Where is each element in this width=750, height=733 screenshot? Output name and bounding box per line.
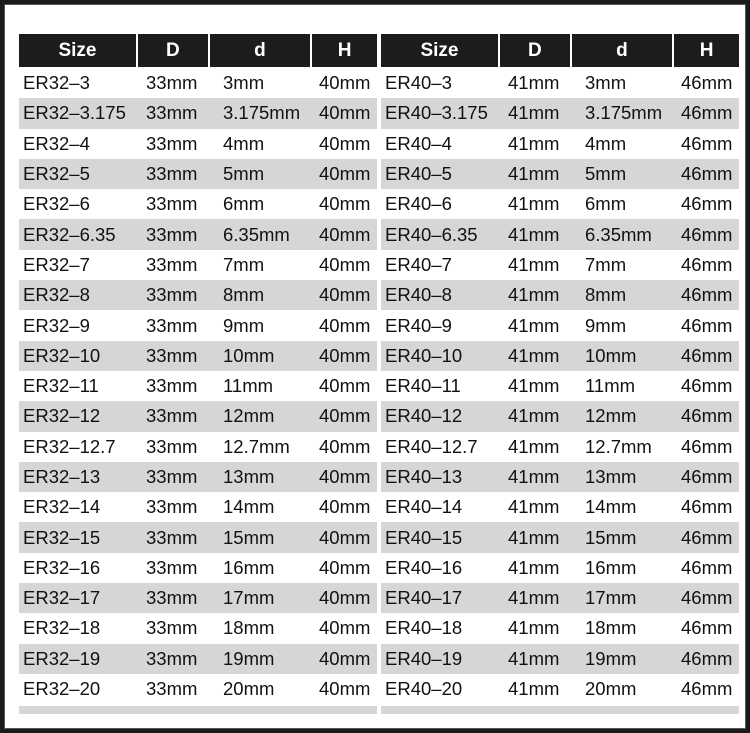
table-row: [381, 98, 739, 128]
table-row: [19, 68, 377, 98]
table-row: [19, 219, 377, 249]
table-row: [19, 401, 377, 431]
table-row: [381, 644, 739, 674]
header-size: Size: [19, 34, 136, 67]
table-row: [19, 129, 377, 159]
cell-outer-diameter: 41mm: [508, 678, 560, 700]
header-outer-diameter: D: [138, 34, 208, 67]
cell-outer-diameter: 41mm: [508, 102, 560, 124]
table-row: [19, 583, 377, 613]
cell-size: ER32–19: [23, 647, 101, 669]
table-row: [19, 310, 377, 340]
cell-bore-diameter: 3.175mm: [223, 102, 301, 124]
cell-outer-diameter: 33mm: [146, 375, 198, 397]
cell-outer-diameter: 33mm: [146, 344, 198, 366]
cell-size: ER40–3.175: [385, 102, 488, 124]
table-row: [381, 250, 739, 280]
cell-size: ER32–20: [23, 678, 101, 700]
cell-size: ER32–3: [23, 72, 90, 94]
cell-height: 40mm: [319, 344, 371, 366]
cell-outer-diameter: 33mm: [146, 72, 198, 94]
cell-outer-diameter: 41mm: [508, 466, 560, 487]
cell-outer-diameter: 33mm: [146, 102, 198, 124]
cell-outer-diameter: 41mm: [508, 587, 560, 609]
cell-height: 46mm: [681, 678, 733, 700]
cell-bore-diameter: 10mm: [223, 344, 275, 366]
cell-bore-diameter: 6mm: [585, 193, 627, 215]
cell-size: ER40–6.35: [385, 223, 478, 245]
cell-bore-diameter: 14mm: [223, 496, 275, 518]
cell-outer-diameter: 33mm: [146, 193, 198, 215]
cell-size: ER32–16: [23, 556, 101, 578]
cell-height: 46mm: [681, 193, 733, 215]
cell-height: 46mm: [681, 253, 733, 275]
table-row: [381, 432, 739, 462]
header-height: H: [674, 34, 739, 67]
table-row: [381, 189, 739, 219]
cell-bore-diameter: 13mm: [223, 466, 275, 487]
cell-outer-diameter: 41mm: [508, 647, 560, 669]
cell-outer-diameter: 41mm: [508, 526, 560, 548]
cell-height: 40mm: [319, 375, 371, 397]
cell-height: 40mm: [319, 678, 371, 700]
cell-size: ER40–7: [385, 253, 452, 275]
table-row: [381, 401, 739, 431]
table-header: [19, 34, 377, 67]
cell-bore-diameter: 18mm: [585, 617, 637, 639]
cell-size: ER32–15: [23, 526, 101, 548]
er32-size-table: [19, 34, 377, 714]
cell-height: 46mm: [681, 526, 733, 548]
cell-bore-diameter: 3.175mm: [585, 102, 663, 124]
cell-bore-diameter: 12mm: [585, 405, 637, 427]
table-footer-bar: [381, 706, 739, 714]
cell-bore-diameter: 17mm: [585, 587, 637, 609]
cell-bore-diameter: 14mm: [585, 496, 637, 518]
cell-outer-diameter: 41mm: [508, 405, 560, 427]
table-row: [19, 492, 377, 522]
header-height: H: [312, 34, 377, 67]
table-row: [381, 462, 739, 492]
table-row: [381, 129, 739, 159]
cell-outer-diameter: 33mm: [146, 556, 198, 578]
spec-sheet: [4, 4, 746, 729]
cell-size: ER32–14: [23, 496, 101, 518]
table-row: [381, 341, 739, 371]
cell-bore-diameter: 7mm: [223, 253, 265, 275]
cell-height: 46mm: [681, 163, 733, 185]
cell-size: ER40–5: [385, 163, 452, 185]
cell-outer-diameter: 33mm: [146, 163, 198, 185]
table-row: [381, 583, 739, 613]
cell-height: 40mm: [319, 435, 371, 457]
cell-bore-diameter: 4mm: [585, 132, 627, 154]
cell-size: ER32–10: [23, 344, 101, 366]
table-row: [19, 522, 377, 552]
cell-bore-diameter: 3mm: [223, 72, 265, 94]
cell-size: ER40–8: [385, 284, 452, 306]
cell-size: ER32–8: [23, 284, 90, 306]
table-row: [19, 553, 377, 583]
cell-bore-diameter: 13mm: [585, 466, 637, 487]
cell-outer-diameter: 33mm: [146, 314, 198, 336]
er40-size-table: [381, 34, 739, 714]
cell-size: ER32–11: [23, 375, 99, 397]
cell-size: ER40–9: [385, 314, 452, 336]
cell-height: 40mm: [319, 193, 371, 215]
table-row: [19, 98, 377, 128]
cell-outer-diameter: 41mm: [508, 314, 560, 336]
cell-outer-diameter: 41mm: [508, 132, 560, 154]
cell-outer-diameter: 41mm: [508, 72, 560, 94]
table-row: [19, 189, 377, 219]
table-row: [381, 68, 739, 98]
table-header: [381, 34, 739, 67]
cell-bore-diameter: 19mm: [585, 647, 637, 669]
cell-height: 40mm: [319, 526, 371, 548]
cell-size: ER32–3.175: [23, 102, 126, 124]
cell-size: ER32–6: [23, 193, 90, 215]
cell-outer-diameter: 33mm: [146, 132, 198, 154]
table-row: [19, 341, 377, 371]
cell-bore-diameter: 15mm: [223, 526, 275, 548]
cell-bore-diameter: 20mm: [585, 678, 637, 700]
cell-size: ER40–4: [385, 132, 452, 154]
cell-bore-diameter: 5mm: [223, 163, 265, 185]
cell-size: ER32–7: [23, 253, 90, 275]
table-row: [19, 674, 377, 704]
cell-size: ER40–13: [385, 466, 463, 487]
cell-bore-diameter: 12mm: [223, 405, 275, 427]
cell-bore-diameter: 7mm: [585, 253, 627, 275]
cell-size: ER40–12.7: [385, 435, 478, 457]
table-row: [19, 280, 377, 310]
cell-bore-diameter: 8mm: [585, 284, 627, 306]
cell-size: ER40–14: [385, 496, 463, 518]
table-row: [381, 522, 739, 552]
cell-bore-diameter: 10mm: [585, 344, 637, 366]
cell-outer-diameter: 33mm: [146, 496, 198, 518]
table-row: [19, 644, 377, 674]
table-row: [19, 159, 377, 189]
table-row: [381, 674, 739, 704]
cell-height: 46mm: [681, 72, 733, 94]
cell-height: 40mm: [319, 314, 371, 336]
cell-outer-diameter: 33mm: [146, 526, 198, 548]
cell-height: 46mm: [681, 132, 733, 154]
cell-size: ER32–9: [23, 314, 90, 336]
cell-height: 46mm: [681, 587, 733, 609]
cell-outer-diameter: 41mm: [508, 435, 560, 457]
cell-bore-diameter: 3mm: [585, 72, 627, 94]
table-row: [381, 310, 739, 340]
table-footer-bar: [19, 706, 377, 714]
cell-height: 40mm: [319, 284, 371, 306]
cell-bore-diameter: 18mm: [223, 617, 275, 639]
cell-outer-diameter: 33mm: [146, 587, 198, 609]
cell-bore-diameter: 9mm: [585, 314, 627, 336]
cell-size: ER40–15: [385, 526, 463, 548]
cell-height: 40mm: [319, 253, 371, 275]
cell-height: 40mm: [319, 466, 371, 487]
cell-height: 46mm: [681, 647, 733, 669]
cell-height: 40mm: [319, 556, 371, 578]
cell-outer-diameter: 33mm: [146, 647, 198, 669]
header-size: Size: [381, 34, 498, 67]
cell-height: 46mm: [681, 556, 733, 578]
cell-bore-diameter: 20mm: [223, 678, 275, 700]
cell-size: ER32–17: [23, 587, 101, 609]
table-row: [19, 432, 377, 462]
cell-bore-diameter: 5mm: [585, 163, 627, 185]
cell-height: 40mm: [319, 72, 371, 94]
cell-size: ER40–10: [385, 344, 463, 366]
cell-height: 40mm: [319, 102, 371, 124]
cell-outer-diameter: 41mm: [508, 375, 560, 397]
cell-size: ER40–6: [385, 193, 452, 215]
cell-size: ER40–11: [385, 375, 461, 397]
cell-height: 46mm: [681, 375, 733, 397]
cell-height: 40mm: [319, 405, 371, 427]
cell-outer-diameter: 41mm: [508, 223, 560, 245]
cell-height: 46mm: [681, 102, 733, 124]
header-outer-diameter: D: [500, 34, 570, 67]
table-row: [381, 492, 739, 522]
cell-bore-diameter: 19mm: [223, 647, 275, 669]
cell-outer-diameter: 33mm: [146, 223, 198, 245]
cell-height: 40mm: [319, 496, 371, 518]
cell-bore-diameter: 17mm: [223, 587, 275, 609]
cell-size: ER40–18: [385, 617, 463, 639]
cell-height: 46mm: [681, 223, 733, 245]
table-body: [381, 68, 739, 704]
cell-outer-diameter: 41mm: [508, 163, 560, 185]
cell-outer-diameter: 41mm: [508, 617, 560, 639]
cell-outer-diameter: 41mm: [508, 344, 560, 366]
cell-outer-diameter: 33mm: [146, 284, 198, 306]
cell-size: ER40–16: [385, 556, 463, 578]
cell-outer-diameter: 33mm: [146, 466, 198, 487]
cell-size: ER32–18: [23, 617, 101, 639]
table-row: [19, 613, 377, 643]
table-row: [381, 371, 739, 401]
table-row: [19, 371, 377, 401]
cell-height: 40mm: [319, 647, 371, 669]
cell-bore-diameter: 12.7mm: [223, 435, 290, 457]
cell-height: 46mm: [681, 284, 733, 306]
cell-height: 40mm: [319, 617, 371, 639]
cell-outer-diameter: 33mm: [146, 617, 198, 639]
cell-size: ER40–20: [385, 678, 463, 700]
cell-outer-diameter: 33mm: [146, 405, 198, 427]
cell-height: 40mm: [319, 587, 371, 609]
cell-size: ER32–12.7: [23, 435, 116, 457]
cell-height: 46mm: [681, 617, 733, 639]
cell-bore-diameter: 9mm: [223, 314, 265, 336]
cell-size: ER40–19: [385, 647, 463, 669]
cell-height: 46mm: [681, 496, 733, 518]
table-row: [381, 613, 739, 643]
table-body: [19, 68, 377, 704]
table-row: [381, 553, 739, 583]
cell-height: 40mm: [319, 163, 371, 185]
cell-height: 46mm: [681, 344, 733, 366]
cell-size: ER32–5: [23, 163, 90, 185]
cell-outer-diameter: 33mm: [146, 678, 198, 700]
header-bore-diameter: d: [210, 34, 310, 67]
cell-bore-diameter: 11mm: [585, 375, 636, 397]
cell-size: ER32–4: [23, 132, 90, 154]
table-row: [381, 280, 739, 310]
cell-outer-diameter: 41mm: [508, 284, 560, 306]
cell-size: ER40–3: [385, 72, 452, 94]
table-row: [381, 159, 739, 189]
cell-height: 40mm: [319, 132, 371, 154]
cell-height: 40mm: [319, 223, 371, 245]
table-row: [381, 219, 739, 249]
cell-bore-diameter: 6.35mm: [223, 223, 290, 245]
cell-bore-diameter: 4mm: [223, 132, 265, 154]
table-row: [19, 462, 377, 492]
cell-bore-diameter: 6mm: [223, 193, 265, 215]
cell-bore-diameter: 12.7mm: [585, 435, 652, 457]
cell-outer-diameter: 41mm: [508, 253, 560, 275]
cell-bore-diameter: 16mm: [585, 556, 637, 578]
cell-size: ER32–6.35: [23, 223, 116, 245]
cell-bore-diameter: 15mm: [585, 526, 637, 548]
cell-height: 46mm: [681, 466, 733, 487]
cell-outer-diameter: 41mm: [508, 496, 560, 518]
cell-bore-diameter: 6.35mm: [585, 223, 652, 245]
cell-outer-diameter: 33mm: [146, 253, 198, 275]
cell-bore-diameter: 8mm: [223, 284, 265, 306]
cell-bore-diameter: 16mm: [223, 556, 275, 578]
cell-outer-diameter: 33mm: [146, 435, 198, 457]
header-bore-diameter: d: [572, 34, 672, 67]
cell-outer-diameter: 41mm: [508, 193, 560, 215]
cell-outer-diameter: 41mm: [508, 556, 560, 578]
cell-size: ER40–17: [385, 587, 463, 609]
cell-height: 46mm: [681, 314, 733, 336]
cell-bore-diameter: 11mm: [223, 375, 274, 397]
cell-height: 46mm: [681, 405, 733, 427]
table-row: [19, 250, 377, 280]
cell-size: ER40–12: [385, 405, 463, 427]
cell-height: 46mm: [681, 435, 733, 457]
cell-size: ER32–12: [23, 405, 101, 427]
cell-size: ER32–13: [23, 466, 101, 487]
